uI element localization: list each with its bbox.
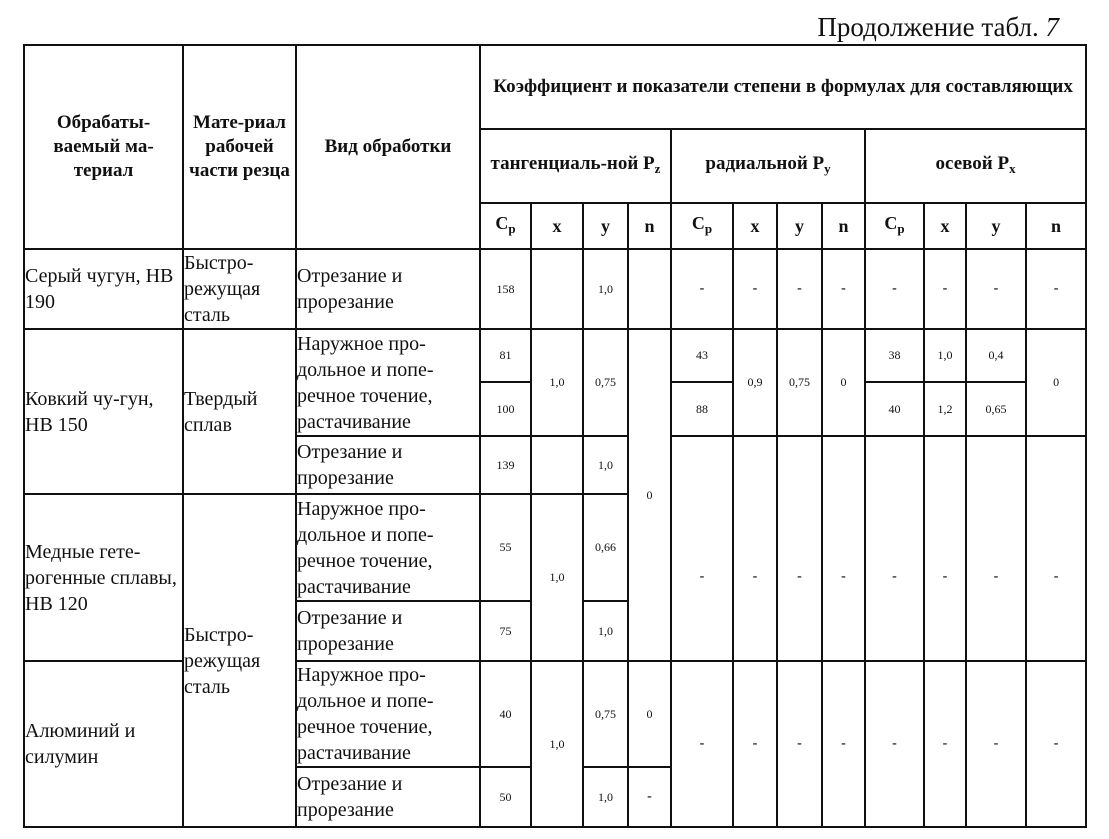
header-x: x [531,203,583,249]
cell-y: 1,0 [583,767,628,827]
cell-dash: - [924,661,966,827]
header-tangential: тангенциаль-ной $P_z$ [480,129,671,203]
header-cp: $C_p$ [671,203,733,249]
cell-material: Серый чугун, НВ 190 [24,249,183,329]
header-n: n [822,203,865,249]
cell-axial-n: 0 [1026,329,1086,436]
cell-operation: Отрезание и прорезание [296,436,480,494]
cell-dash: - [777,661,822,827]
header-radial: радиальной $P_y$ [671,129,865,203]
table-row [24,329,1086,382]
header-material: Обрабаты-ваемый ма-териал [24,45,183,249]
cell-dash: - [1026,661,1086,827]
cell-radial-cp: 43 [671,329,733,382]
cell-dash: - [822,661,865,827]
header-x: x [924,203,966,249]
cell-cp: 81 [480,329,531,382]
cell-radial-n: 0 [822,329,865,436]
caption-number: 7 [1045,12,1059,42]
cell-x [531,436,583,494]
cell-dash: - [822,249,865,329]
cell-axial-x: 1,2 [924,382,966,436]
cell-dash: - [924,436,966,661]
cell-axial-cp: 38 [865,329,924,382]
cell-radial-x: 0,9 [733,329,777,436]
cell-y: 0,75 [583,329,628,436]
header-cp: $C_p$ [865,203,924,249]
cell-x: 1,0 [531,329,583,436]
cell-dash: - [1026,249,1086,329]
header-cp: $C_p$ [480,203,531,249]
cell-operation: Отрезание и прорезание [296,249,480,329]
cell-y: 1,0 [583,601,628,661]
cell-operation: Наружное про-дольное и попе-речное точение, растачивание [296,661,480,767]
cell-cp: 139 [480,436,531,494]
cell-y: 1,0 [583,249,628,329]
cell-operation: Отрезание и прорезание [296,767,480,827]
table-caption [817,10,1059,44]
header-coefficients: Коэффициент и показатели степени в формулах для составляющих [480,45,1086,129]
cell-dash: - [777,249,822,329]
cell-dash: - [1026,436,1086,661]
cell-y: 0,75 [583,661,628,767]
cell-cp: 158 [480,249,531,329]
cell-dash: - [865,436,924,661]
cell-material: Алюминий и силумин [24,661,183,827]
cell-dash: - [671,661,733,827]
table-row [24,249,1086,329]
cell-operation: Наружное про-дольное и попе-речное точение, растачивание [296,494,480,601]
cell-dash: - [966,436,1026,661]
header-n: n [1026,203,1086,249]
caption-text: Продолжение табл. [817,12,1039,42]
cell-dash: - [777,436,822,661]
cell-tool: Быстро-режущая сталь [183,249,296,329]
cell-dash: - [733,249,777,329]
cell-dash: - [733,661,777,827]
cell-radial-y: 0,75 [777,329,822,436]
cell-cp: 40 [480,661,531,767]
header-y: y [966,203,1026,249]
cell-axial-cp: 40 [865,382,924,436]
header-y: y [583,203,628,249]
cell-y: 1,0 [583,436,628,494]
cell-n: 0 [628,329,671,661]
cell-dash: - [865,249,924,329]
cell-dash: - [924,249,966,329]
cell-n: - [628,767,671,827]
cell-n: 0 [628,661,671,767]
cell-axial-x: 1,0 [924,329,966,382]
cell-dash: - [966,249,1026,329]
cell-dash: - [966,661,1026,827]
cell-dash: - [671,249,733,329]
cell-cp: 75 [480,601,531,661]
cell-operation: Отрезание и прорезание [296,601,480,661]
cell-axial-y: 0,4 [966,329,1026,382]
cell-dash: - [865,661,924,827]
cell-n [628,249,671,329]
cell-radial-cp: 88 [671,382,733,436]
cell-x [531,249,583,329]
cell-axial-y: 0,65 [966,382,1026,436]
cell-tool: Быстро-режущая сталь [183,494,296,827]
header-tool-material: Мате-риал рабочей части резца [183,45,296,249]
cell-material: Медные гете-рогенные сплавы, НВ 120 [24,494,183,661]
header-x: x [733,203,777,249]
cell-x: 1,0 [531,494,583,661]
cell-cp: 100 [480,382,531,436]
cell-dash: - [733,436,777,661]
header-y: y [777,203,822,249]
header-operation: Вид обработки [296,45,480,249]
cell-dash: - [671,436,733,661]
header-axial: осевой $P_x$ [865,129,1086,203]
cell-y: 0,66 [583,494,628,601]
cell-material: Ковкий чу-гун, НВ 150 [24,329,183,494]
cell-tool: Твердый сплав [183,329,296,494]
cell-operation: Наружное про-дольное и попе-речное точение, растачивание [296,329,480,436]
cell-cp: 55 [480,494,531,601]
cell-cp: 50 [480,767,531,827]
header-n: n [628,203,671,249]
coefficients-table [23,44,1087,828]
cell-dash: - [822,436,865,661]
cell-x: 1,0 [531,661,583,827]
